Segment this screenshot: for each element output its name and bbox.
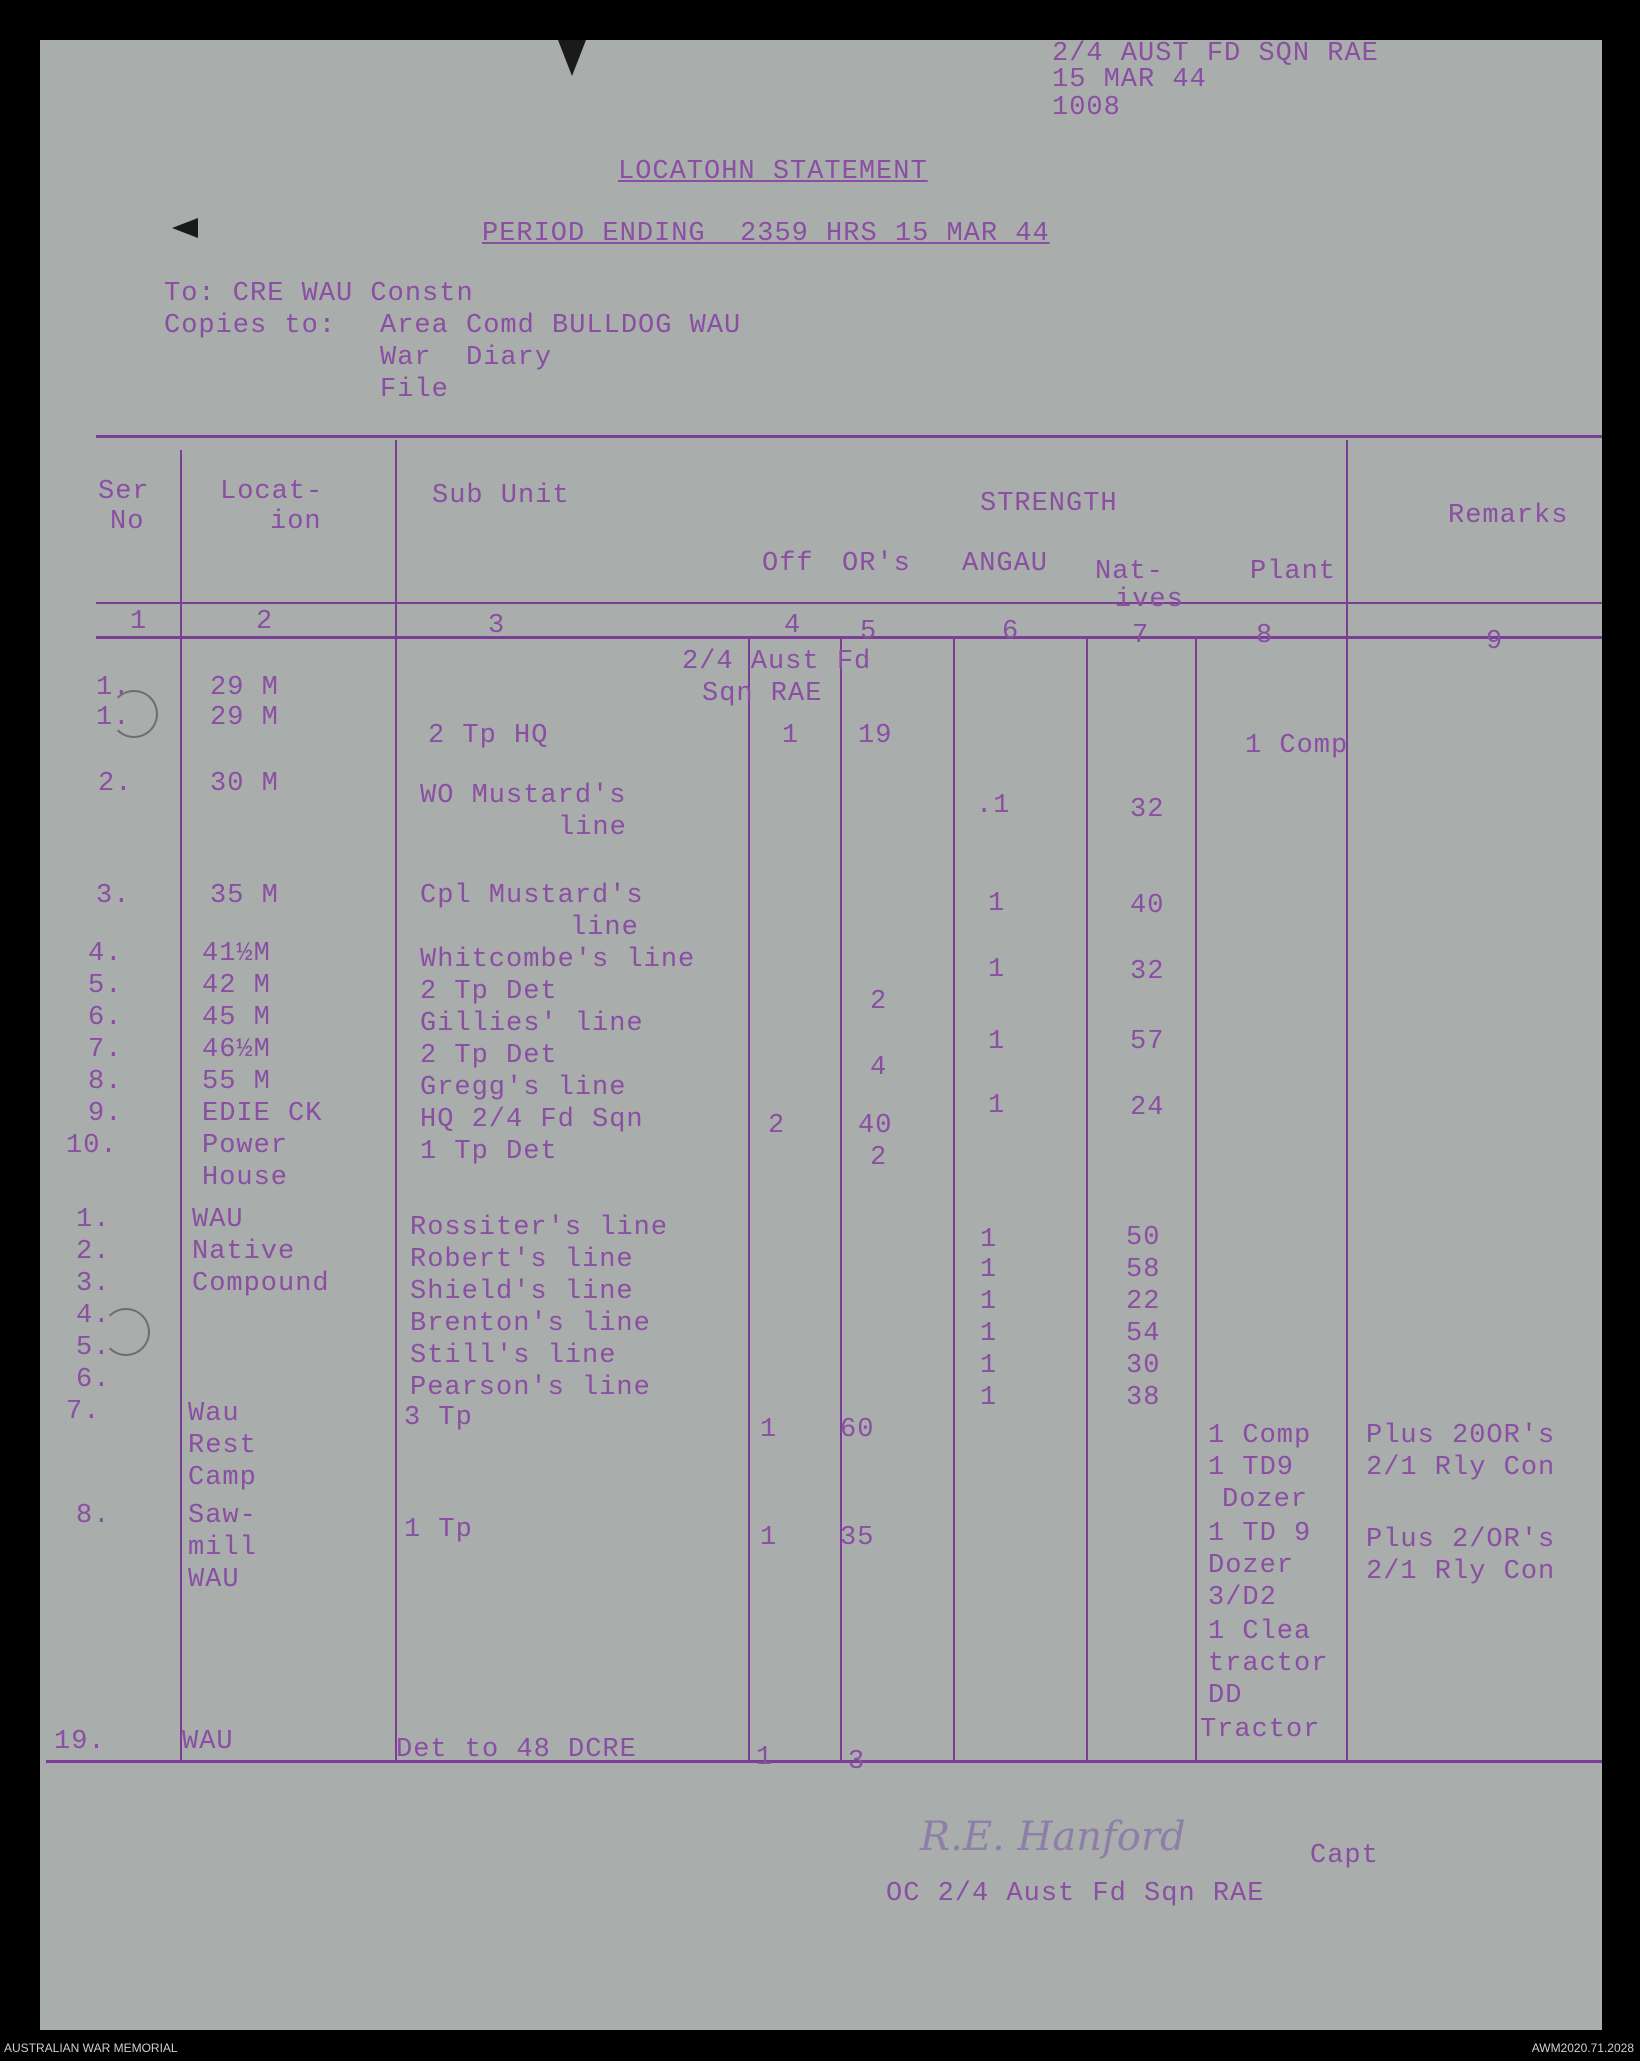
- angau-count: 1: [980, 1319, 998, 1349]
- location: WAU: [192, 1205, 244, 1235]
- signatory-rank: Capt: [1310, 1841, 1379, 1871]
- sub-unit: Gillies' line: [420, 1009, 644, 1039]
- location: WAU: [188, 1565, 240, 1595]
- header-ser: Ser: [98, 477, 150, 507]
- ser-no: 8.: [88, 1067, 123, 1097]
- location: House: [202, 1163, 289, 1193]
- location: Compound: [192, 1269, 330, 1299]
- natives-count: 50: [1126, 1223, 1161, 1253]
- location: 55 M: [202, 1067, 271, 1097]
- remarks: 2/1 Rly Con: [1366, 1557, 1556, 1587]
- header-ors: OR's: [842, 549, 911, 579]
- sub-unit: Cpl Mustard's: [420, 881, 644, 911]
- angau-count: 1: [980, 1255, 998, 1285]
- natives-count: 58: [1126, 1255, 1161, 1285]
- natives-count: 22: [1126, 1287, 1161, 1317]
- header-natives: ives: [1115, 585, 1184, 615]
- natives-count: 57: [1130, 1027, 1165, 1057]
- location: 45 M: [202, 1003, 271, 1033]
- ors-count: 40: [858, 1111, 893, 1141]
- plant: DD: [1208, 1681, 1243, 1711]
- location: WAU: [182, 1727, 234, 1757]
- ser-no: 4.: [88, 939, 123, 969]
- ser-no: 5.: [76, 1333, 111, 1363]
- column-number: 2: [256, 607, 274, 637]
- signatory-appointment: OC 2/4 Aust Fd Sqn RAE: [886, 1879, 1265, 1909]
- sub-unit: Robert's line: [410, 1245, 634, 1275]
- off-count: 1: [756, 1743, 774, 1773]
- header-no: No: [110, 507, 145, 537]
- sub-unit: 2 Tp HQ: [428, 721, 549, 751]
- header-plant: Plant: [1250, 557, 1337, 587]
- natives-count: 32: [1130, 957, 1165, 987]
- sub-unit: 1 Tp: [404, 1515, 473, 1545]
- remarks: Plus 2/OR's: [1366, 1525, 1556, 1555]
- header-natives: Nat-: [1095, 557, 1164, 587]
- natives-count: 32: [1130, 795, 1165, 825]
- location: 42 M: [202, 971, 271, 1001]
- column-number: 1: [130, 607, 148, 637]
- location: 29 M: [210, 703, 279, 733]
- ors-count: 19: [858, 721, 893, 751]
- to-line: To: CRE WAU Constn: [164, 279, 474, 309]
- column-number: 5: [860, 617, 878, 647]
- plant: 1 Comp: [1245, 731, 1349, 761]
- header-off: Off: [762, 549, 814, 579]
- column-number: 8: [1256, 621, 1274, 651]
- unit-heading: 2/4 Aust Fd: [682, 647, 872, 677]
- column-divider: [395, 440, 397, 1760]
- unit-stamp: 2/4 AUST FD SQN RAE: [1052, 40, 1379, 69]
- handwritten-signature: R.E. Hanford: [920, 1814, 1186, 1860]
- copy-recipient: Area Comd BULLDOG WAU: [380, 311, 742, 341]
- column-divider: [1195, 636, 1197, 1760]
- plant: 1 Clea: [1208, 1617, 1312, 1647]
- ser-no: 6.: [76, 1365, 111, 1395]
- header-angau: ANGAU: [962, 549, 1049, 579]
- off-count: 1: [760, 1523, 778, 1553]
- location: 30 M: [210, 769, 279, 799]
- archive-reference: AWM2020.71.2028: [1531, 2041, 1634, 2055]
- table-bottom-rule: [46, 1760, 1602, 1763]
- remarks: Plus 20OR's: [1366, 1421, 1556, 1451]
- sub-unit: Brenton's line: [410, 1309, 651, 1339]
- angau-count: 1: [988, 889, 1006, 919]
- column-number: 4: [784, 611, 802, 641]
- sub-unit: Shield's line: [410, 1277, 634, 1307]
- sub-unit: Still's line: [410, 1341, 617, 1371]
- location: 46½M: [202, 1035, 271, 1065]
- natives-count: 40: [1130, 891, 1165, 921]
- ors-count: 2: [870, 1143, 888, 1173]
- document-page: [40, 40, 1602, 2030]
- header-location: ion: [270, 507, 322, 537]
- angau-count: 1: [980, 1383, 998, 1413]
- sub-unit: HQ 2/4 Fd Sqn: [420, 1105, 644, 1135]
- ser-no: 3.: [96, 881, 131, 911]
- sub-unit: Whitcombe's line: [420, 945, 696, 975]
- column-divider: [953, 636, 955, 1760]
- ser-no: 6.: [88, 1003, 123, 1033]
- off-count: 1: [760, 1415, 778, 1445]
- column-divider: [1346, 440, 1348, 1760]
- location: Camp: [188, 1463, 257, 1493]
- punch-hole: [102, 1308, 150, 1356]
- plant: tractor: [1208, 1649, 1329, 1679]
- ser-no: 19.: [54, 1727, 106, 1757]
- angau-count: 1: [980, 1287, 998, 1317]
- sub-unit: Gregg's line: [420, 1073, 627, 1103]
- column-number: 3: [488, 611, 506, 641]
- location: 35 M: [210, 881, 279, 911]
- natives-count: 24: [1130, 1093, 1165, 1123]
- ors-count: 4: [870, 1053, 888, 1083]
- angau-count: 1: [988, 1091, 1006, 1121]
- ser-no: 1.: [96, 703, 131, 733]
- period-ending: PERIOD ENDING 2359 HRS 15 MAR 44: [482, 219, 1050, 249]
- column-divider: [748, 636, 750, 1760]
- natives-count: 38: [1126, 1383, 1161, 1413]
- ser-no: 2.: [98, 769, 133, 799]
- off-count: 2: [768, 1111, 786, 1141]
- location: EDIE CK: [202, 1099, 323, 1129]
- column-divider: [180, 450, 182, 1760]
- column-number-rule: [96, 636, 1602, 639]
- header-remarks: Remarks: [1448, 501, 1569, 531]
- plant: Dozer: [1222, 1485, 1309, 1515]
- ors-count: 35: [840, 1523, 875, 1553]
- ser-no: 10.: [66, 1131, 118, 1161]
- angau-count: .1: [976, 791, 1011, 821]
- column-number: 7: [1132, 621, 1150, 651]
- sub-unit: line: [570, 913, 639, 943]
- header-location: Locat-: [220, 477, 324, 507]
- column-number: 9: [1486, 627, 1504, 657]
- unit-heading: Sqn RAE: [702, 679, 823, 709]
- ser-no: 8.: [76, 1501, 111, 1531]
- off-count: 1: [782, 721, 800, 751]
- ors-count: 3: [848, 1747, 866, 1777]
- plant: 1 TD9: [1208, 1453, 1295, 1483]
- location: Native: [192, 1237, 296, 1267]
- sub-unit: 2 Tp Det: [420, 977, 558, 1007]
- column-number-rule: [96, 602, 1602, 604]
- table-top-rule: [96, 435, 1602, 438]
- column-divider: [1086, 636, 1088, 1760]
- angau-count: 1: [988, 955, 1006, 985]
- location: 29 M: [210, 673, 279, 703]
- sub-unit: Rossiter's line: [410, 1213, 669, 1243]
- column-divider: [840, 636, 842, 1760]
- natives-count: 30: [1126, 1351, 1161, 1381]
- ser-no: 2.: [76, 1237, 111, 1267]
- ors-count: 60: [840, 1415, 875, 1445]
- sub-unit: 1 Tp Det: [420, 1137, 558, 1167]
- location: Wau: [188, 1399, 240, 1429]
- sub-unit: WO Mustard's: [420, 781, 627, 811]
- ser-no: 1.: [76, 1205, 111, 1235]
- header-strength: STRENGTH: [980, 489, 1118, 519]
- remarks: 2/1 Rly Con: [1366, 1453, 1556, 1483]
- ser-no: 1.: [96, 673, 131, 703]
- sub-unit: Det to 48 DCRE: [396, 1735, 637, 1765]
- copies-label: Copies to:: [164, 311, 337, 341]
- ser-no: 7.: [88, 1035, 123, 1065]
- copy-recipient: War Diary: [380, 343, 553, 373]
- angau-count: 1: [988, 1027, 1006, 1057]
- time-stamp: 1008: [1052, 93, 1121, 123]
- sub-unit: 2 Tp Det: [420, 1041, 558, 1071]
- document-title: LOCATOHN STATEMENT: [618, 157, 928, 187]
- sub-unit: line: [558, 813, 627, 843]
- angau-count: 1: [980, 1225, 998, 1255]
- copy-recipient: File: [380, 375, 449, 405]
- location: Saw-: [188, 1501, 257, 1531]
- plant: 1 TD 9: [1208, 1519, 1312, 1549]
- ser-no: 4.: [76, 1301, 111, 1331]
- plant: 3/D2: [1208, 1583, 1277, 1613]
- column-number: 6: [1002, 617, 1020, 647]
- torn-corner-mark: [558, 40, 586, 76]
- ser-no: 7.: [66, 1397, 101, 1427]
- natives-count: 54: [1126, 1319, 1161, 1349]
- plant: 1 Comp: [1208, 1421, 1312, 1451]
- date-stamp: 15 MAR 44: [1052, 65, 1207, 95]
- header-sub-unit: Sub Unit: [432, 481, 570, 511]
- ors-count: 2: [870, 987, 888, 1017]
- punch-hole: [110, 690, 158, 738]
- sub-unit: Pearson's line: [410, 1373, 651, 1403]
- location: Rest: [188, 1431, 257, 1461]
- ser-no: 9.: [88, 1099, 123, 1129]
- ink-blot-mark: [172, 218, 198, 238]
- plant: Dozer: [1208, 1551, 1295, 1581]
- location: 41½M: [202, 939, 271, 969]
- archive-credit: AUSTRALIAN WAR MEMORIAL: [4, 2041, 178, 2055]
- location: Power: [202, 1131, 289, 1161]
- plant: Tractor: [1200, 1715, 1321, 1745]
- location: mill: [188, 1533, 257, 1563]
- ser-no: 5.: [88, 971, 123, 1001]
- ser-no: 3.: [76, 1269, 111, 1299]
- sub-unit: 3 Tp: [404, 1403, 473, 1433]
- angau-count: 1: [980, 1351, 998, 1381]
